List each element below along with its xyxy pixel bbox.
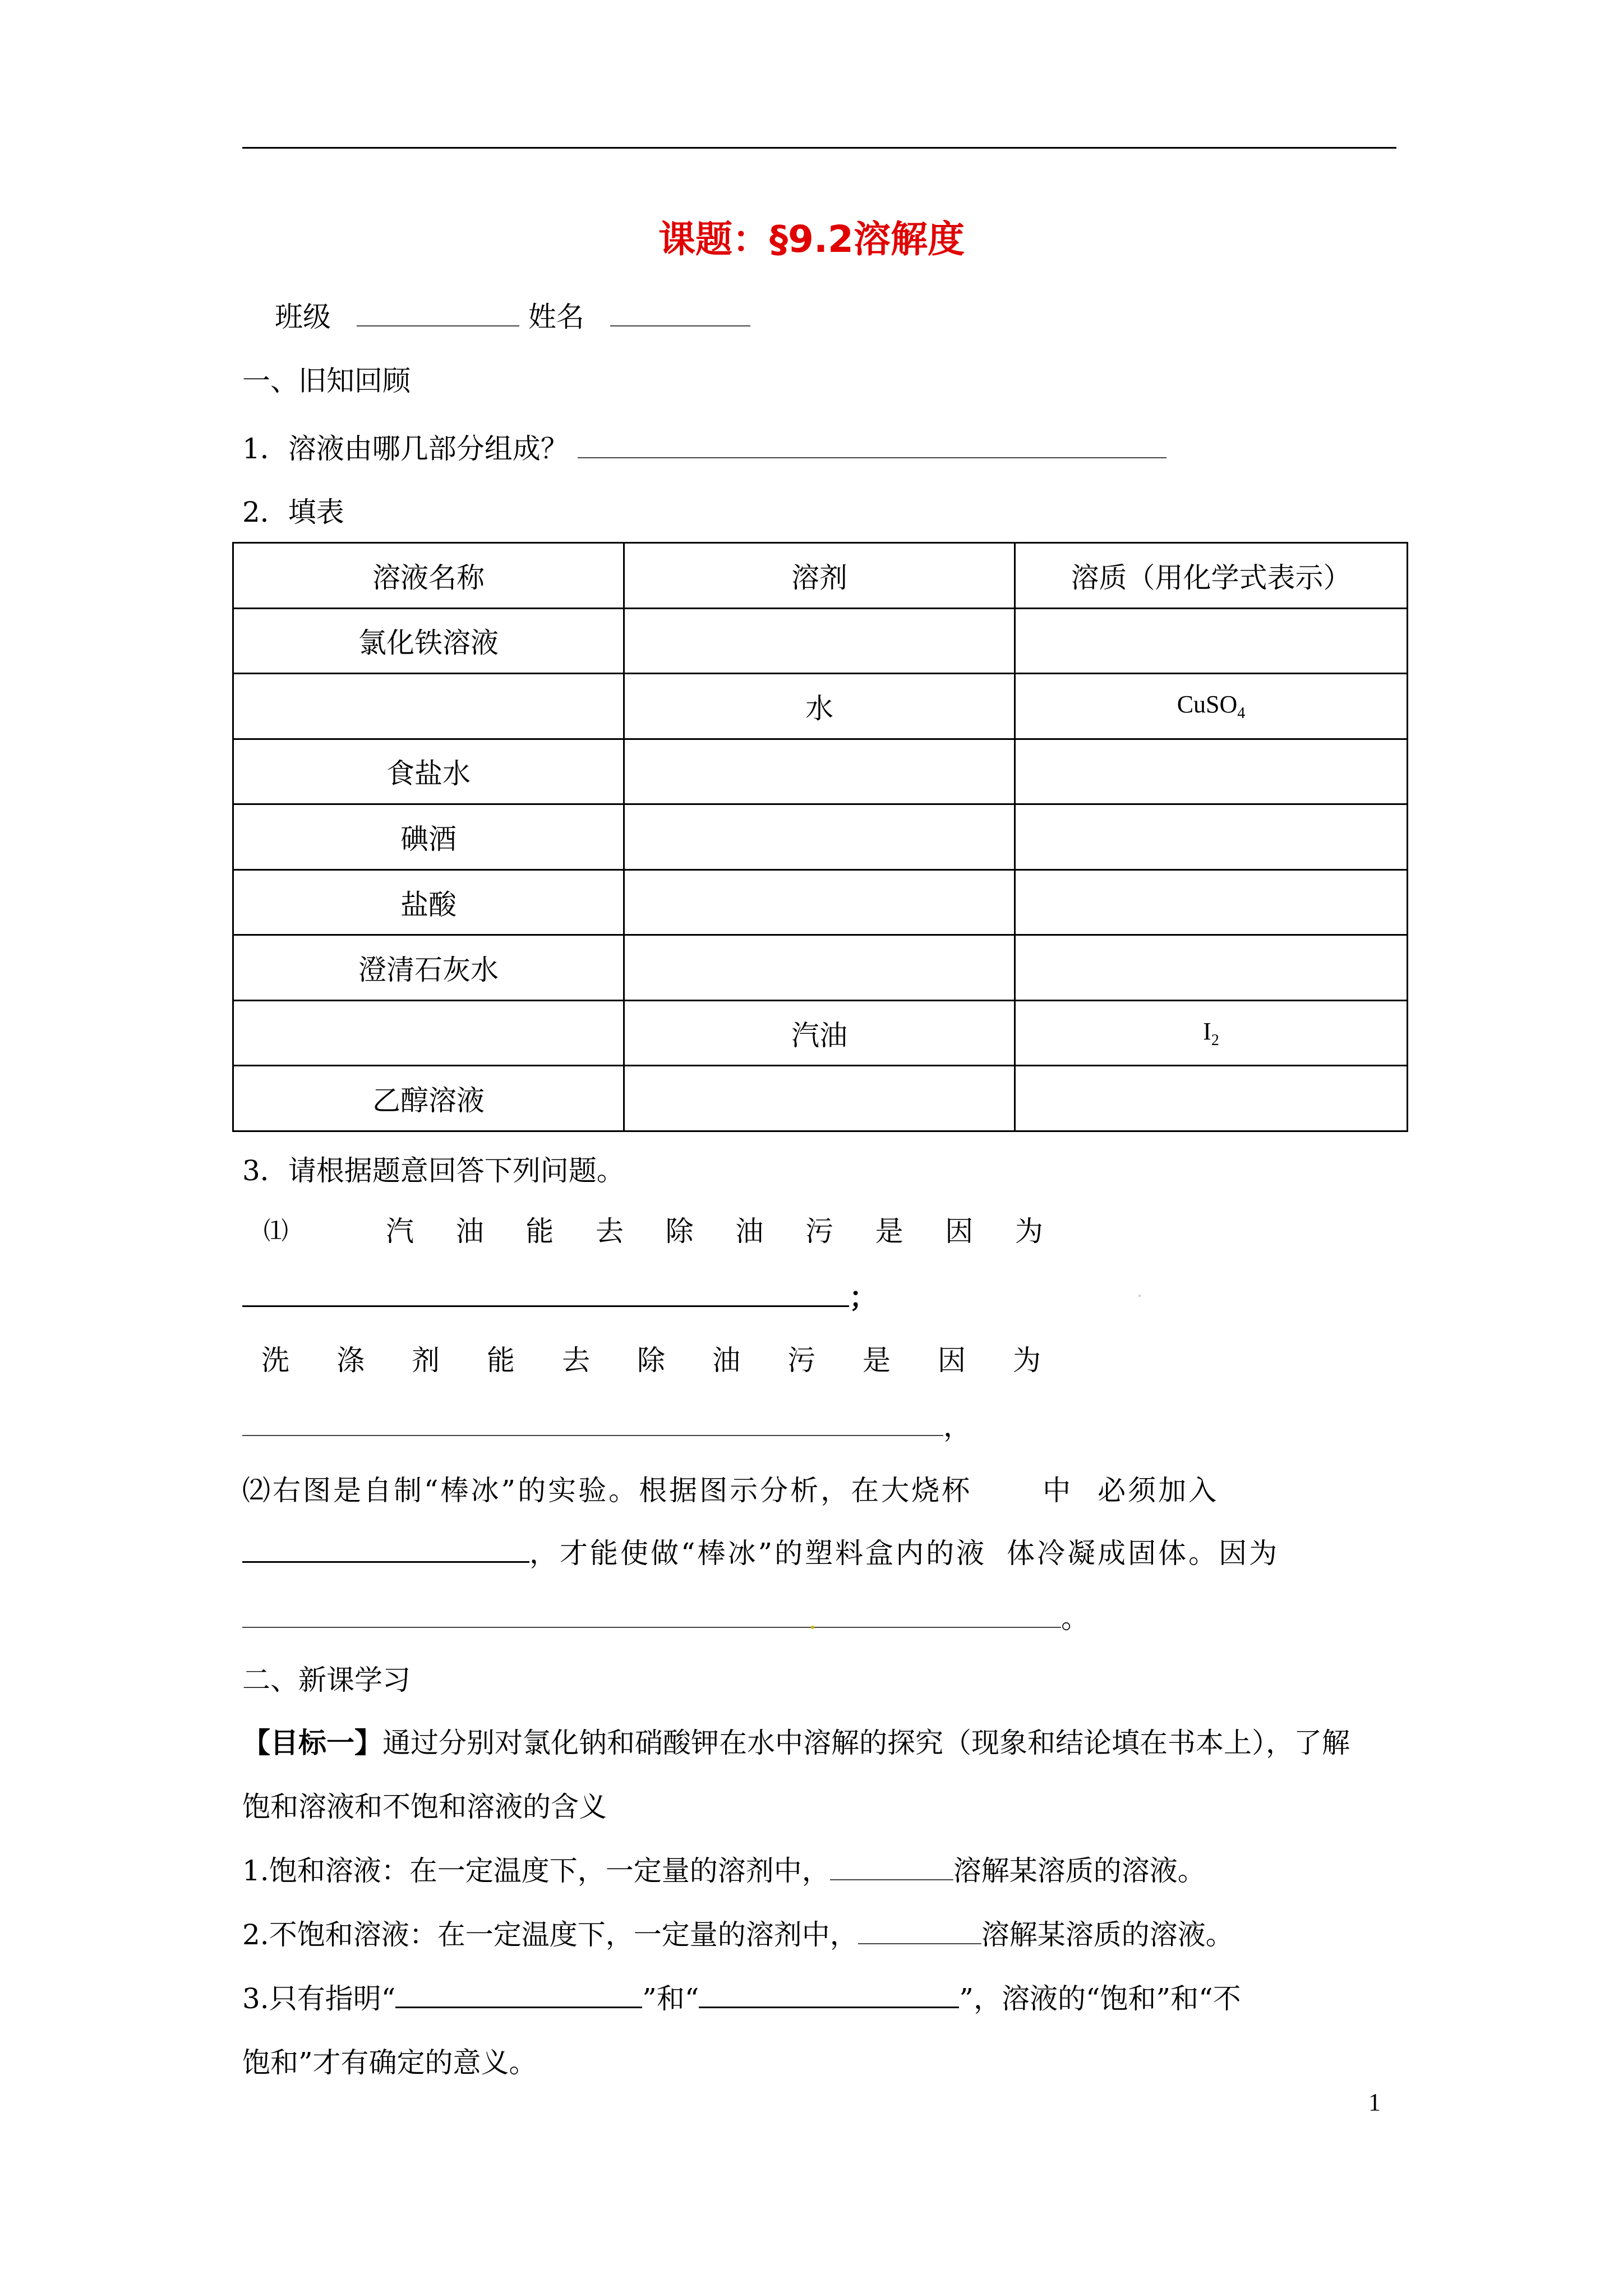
table-cell-solvent[interactable] [624,935,1015,1001]
table-cell-name: 食盐水 [233,739,624,804]
page-title: 课题：§9.2溶解度 [658,218,965,261]
answer-blank[interactable] [242,1536,529,1563]
answer-blank[interactable] [395,1982,642,2008]
answer-blank[interactable] [858,1918,981,1944]
class-name-line [275,297,750,337]
question-3-1b-answer-line [242,1407,971,1446]
question-3-1b-text [261,1341,1041,1380]
class-label: 班级 [275,301,331,333]
question-3-2-text: ⑵右图是自制“棒冰”的实验。根据图示分析，在大烧杯 [242,1474,972,1507]
definition-2 [242,1915,1234,1954]
spaced-char: 油 [735,1215,764,1248]
table-row [233,674,1408,739]
goal-1-line-2: 饱和溶液和不饱和溶液的含义 [242,1791,607,1823]
table-cell-name: 盐酸 [233,869,624,935]
spaced-char: 油 [712,1344,740,1377]
page-number: 1 [1368,2088,1381,2116]
spaced-char: 除 [665,1215,694,1248]
table-cell-name: 澄清石灰水 [233,935,624,1001]
table-row [233,869,1408,935]
table-cell-solute[interactable] [1015,935,1408,1001]
goal-1-line-1 [242,1723,1350,1763]
goal-1-label: 【目标一】 [242,1726,382,1759]
question-1 [242,429,1166,468]
answer-blank[interactable] [830,1855,953,1880]
spaced-char: 能 [525,1215,554,1248]
question-3-1-answer-line [242,1278,877,1317]
table-row [233,935,1408,1001]
name-blank[interactable] [610,301,750,326]
table-row [233,1000,1408,1066]
answer-blank[interactable] [242,1281,849,1307]
definition-text: 溶解某溶质的溶液。 [953,1855,1206,1887]
table-cell-solvent[interactable] [624,804,1015,870]
spaced-char: 洗 [261,1344,289,1377]
question-2: 2．填表 [242,496,344,528]
answer-blank[interactable] [242,1410,943,1436]
spaced-char: 为 [1013,1344,1041,1377]
table-cell-solute[interactable] [1015,608,1408,674]
spaced-char: 为 [1015,1215,1043,1248]
question-3-2-line-3 [242,1599,1089,1638]
spaced-char: 污 [805,1215,833,1248]
spaced-char: 能 [487,1344,515,1377]
question-3-2-line-1 [242,1471,1219,1510]
spaced-char: 油 [455,1215,484,1248]
question-3-2-text: 中 [1043,1474,1073,1507]
spaced-char: 因 [938,1344,966,1377]
question-3-1-number: ⑴ [264,1217,288,1245]
line-end-punct: ， [943,1410,971,1443]
header-rule [242,147,1396,149]
spaced-char: 除 [637,1344,665,1377]
spaced-char: 因 [945,1215,974,1248]
definition-3-line-2: 饱和”才有确定的意义。 [242,2046,537,2079]
question-1-text: 1．溶液由哪几部分组成？ [242,432,569,465]
table-header-row [233,543,1408,609]
spaced-char: 汽 [386,1215,414,1248]
fill-in-table [232,542,1408,1132]
table-row [233,739,1408,804]
definition-text: 2.不饱和溶液：在一定温度下，一定量的溶剂中， [242,1918,858,1951]
definition-text: ”和“ [642,1982,699,2015]
table-header-cell: 溶剂 [624,543,1015,609]
table-cell-solvent[interactable] [624,1066,1015,1131]
table-cell-solute [1015,674,1408,739]
formula-base: CuSO [1177,690,1238,718]
spaced-char: 剂 [412,1344,440,1377]
table-row [233,804,1408,870]
definition-text: ”，溶液的“饱和”和“不 [959,1982,1241,2015]
question-3-2-text: 体冷凝成固体。因为 [1007,1537,1280,1570]
table-row [233,608,1408,674]
speck [1138,1295,1141,1297]
question-3-2-text: 必须加入 [1098,1474,1219,1507]
goal-1-text: 通过分别对氯化钠和硝酸钾在水中溶解的探究（现象和结论填在书本上），了解 [382,1727,1350,1759]
table-cell-name: 碘酒 [233,804,624,870]
section-new-lesson-heading: 二、新课学习 [242,1664,411,1696]
line-end-punct: ； [849,1281,877,1314]
spaced-char: 去 [562,1344,590,1377]
class-blank[interactable] [357,301,519,326]
table-cell-solute [1015,1000,1408,1066]
spaced-char: 污 [787,1344,815,1377]
table-cell-name: 乙醇溶液 [233,1066,624,1131]
name-label: 姓名 [528,301,584,333]
table-cell-solute[interactable] [1015,739,1408,804]
table-cell-name[interactable] [233,674,624,739]
table-cell-solvent: 水 [624,674,1015,739]
question-3-2-line-2 [242,1534,1279,1573]
line-end-punct: 。 [1061,1602,1089,1635]
table-cell-solvent[interactable] [624,869,1015,935]
answer-blank[interactable] [242,1602,1061,1628]
question-3-1-text [386,1212,1043,1251]
spaced-char: 涤 [336,1344,365,1377]
table-cell-solute[interactable] [1015,804,1408,870]
definition-text: 1.饱和溶液：在一定温度下，一定量的溶剂中， [242,1855,830,1887]
question-3-2-text: ，才能使做“棒冰”的塑料盒内的液 [529,1537,987,1570]
table-cell-solvent: 汽油 [624,1000,1015,1066]
answer-blank[interactable] [699,1982,959,2008]
question-3: 3．请根据题意回答下列问题。 [242,1154,625,1187]
definition-text: 3.只有指明“ [242,1982,396,2015]
table-cell-solvent[interactable] [624,608,1015,674]
section-review-heading: 一、旧知回顾 [242,365,411,397]
table-header-cell: 溶质（用化学式表示） [1015,543,1408,609]
formula-subscript: 4 [1237,704,1246,722]
spaced-char: 是 [863,1344,891,1377]
definition-1 [242,1851,1206,1890]
formula-base: I [1203,1017,1211,1045]
table-row [233,1066,1408,1131]
speck [811,1626,814,1629]
table-cell-solvent[interactable] [624,739,1015,804]
table-cell-solute[interactable] [1015,1066,1408,1131]
table-cell-name[interactable] [233,1000,624,1066]
definition-3-line-1 [242,1979,1241,2018]
question-1-blank[interactable] [578,432,1166,458]
formula-subscript: 2 [1211,1031,1219,1049]
table-header-cell: 溶液名称 [233,543,624,609]
spaced-char: 是 [875,1215,903,1248]
table-cell-name: 氯化铁溶液 [233,608,624,674]
table-cell-solute[interactable] [1015,869,1408,935]
spaced-char: 去 [595,1215,624,1248]
definition-text: 溶解某溶质的溶液。 [981,1918,1234,1951]
